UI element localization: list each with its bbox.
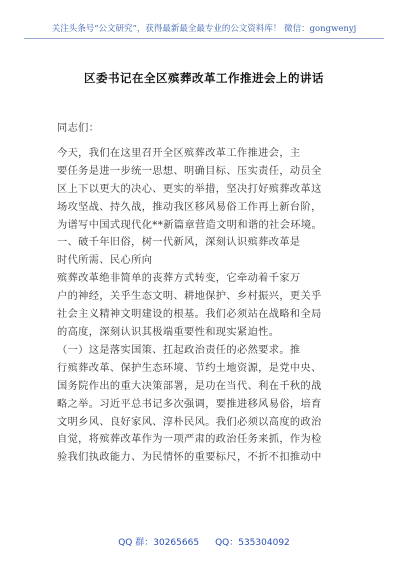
body-line: 殡葬改革绝非简单的丧葬方式转变，它牵动着千家万 bbox=[57, 273, 301, 285]
body-line: （一）这是落实国策、扛起政治责任的必然要求。推 bbox=[57, 344, 301, 356]
salutation: 同志们： bbox=[57, 123, 100, 134]
body-line: 户的神经，关乎生态文明、耕地保护、乡村振兴，更关乎 bbox=[57, 291, 322, 303]
document-body bbox=[57, 120, 357, 467]
body-line: 场攻坚战、持久战，推动我区移风易俗工作再上新台阶， bbox=[57, 201, 322, 213]
body-line: 要任务是进一步统一思想、明确目标、压实责任，动员全 bbox=[57, 165, 322, 177]
body-line: 自觉，将殡葬改革作为一项严肃的政治任务来抓，作为检 bbox=[57, 434, 322, 446]
body-line: 社会主义精神文明建设的根基。我们必须站在战略和全局 bbox=[57, 309, 322, 321]
body-line: 为谱写中国式现代化**新篇章营造文明和谐的社会环境。 bbox=[57, 219, 323, 231]
header-banner: 关注头条号“公文研究”，获得最新最全最专业的公文资料库！ 微信：gongwenyj bbox=[51, 24, 357, 34]
header-divider bbox=[24, 38, 384, 39]
body-line: 验我们执政能力、为民情怀的重要标尺，不折不扣推动中 bbox=[57, 452, 322, 464]
footer-qq-group: QQ 群：30265665 bbox=[118, 538, 200, 548]
body-line: 行殡葬改革、保护生态环境、节约土地资源，是党中央、 bbox=[57, 362, 322, 374]
body-line: 今天，我们在这里召开全区殡葬改革工作推进会，主 bbox=[57, 147, 301, 159]
section-heading-line: 一、破千年旧俗，树一代新风，深刻认识殡葬改革是 bbox=[57, 237, 301, 249]
section-heading-line: 时代所需、民心所向 bbox=[57, 255, 153, 267]
footer-contact bbox=[0, 535, 408, 548]
body-line: 文明乡风、良好家风、淳朴民风。我们必须以高度的政治 bbox=[57, 416, 322, 428]
body-line: 略之举。习近平总书记多次强调，要推进移风易俗，培育 bbox=[57, 398, 322, 410]
body-line: 的高度，深刻认识其极端重要性和现实紧迫性。 bbox=[57, 326, 280, 338]
document-title: 区委书记在全区殡葬改革工作推进会上的讲话 bbox=[84, 71, 324, 85]
body-line: 国务院作出的重大决策部署，是功在当代、利在千秋的战 bbox=[57, 380, 322, 392]
footer-qq: QQ：535304092 bbox=[215, 538, 290, 548]
body-line: 区上下以更大的决心、更实的举措，坚决打好殡葬改革这 bbox=[57, 183, 322, 195]
